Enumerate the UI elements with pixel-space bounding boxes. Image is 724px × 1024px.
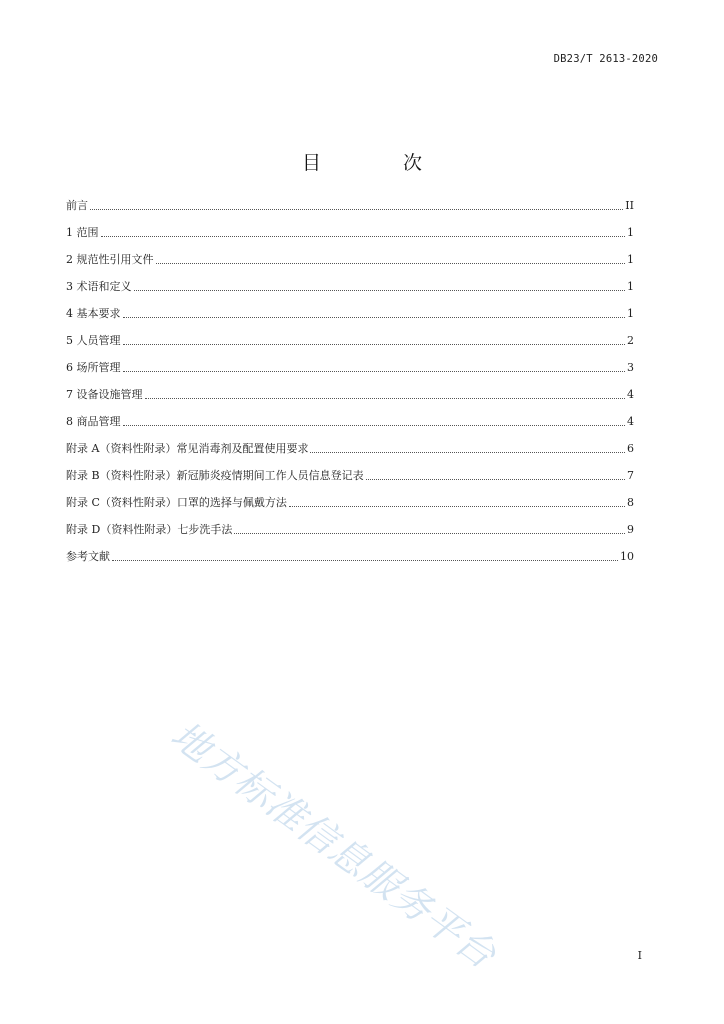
toc-dot-leader: [101, 236, 626, 237]
toc-title: 目 次: [301, 152, 461, 174]
toc-entry-goods-management[interactable]: [66, 402, 634, 429]
toc-dot-leader: [112, 560, 618, 561]
toc-entry-label: 8 商品管理: [66, 415, 121, 428]
toc-entry-page: 1: [627, 253, 634, 266]
toc-entry-page: 2: [627, 334, 634, 347]
toc-entry-label: 4 基本要求: [66, 307, 121, 320]
toc-dot-leader: [123, 425, 626, 426]
toc-entry-scope[interactable]: [66, 213, 634, 240]
toc-entry-label: 附录 B（资料性附录）新冠肺炎疫情期间工作人员信息登记表: [66, 469, 364, 482]
toc-list: [66, 186, 634, 564]
toc-entry-label: 附录 A（资料性附录）常见消毒剂及配置使用要求: [66, 442, 309, 455]
toc-entry-label: 2 规范性引用文件: [66, 253, 154, 266]
toc-entry-page: 10: [620, 550, 634, 563]
toc-entry-label: 前言: [66, 199, 88, 212]
toc-entry-label: 3 术语和定义: [66, 280, 132, 293]
toc-dot-leader: [289, 506, 625, 507]
toc-entry-basic-requirements[interactable]: [66, 294, 634, 321]
toc-dot-leader: [123, 317, 626, 318]
toc-entry-page: 1: [627, 307, 634, 320]
toc-entry-page: 3: [627, 361, 634, 374]
toc-entry-normative-references[interactable]: [66, 240, 634, 267]
toc-entry-appendix-c[interactable]: [66, 483, 634, 510]
toc-dot-leader: [234, 533, 625, 534]
toc-entry-bibliography[interactable]: [66, 537, 634, 564]
toc-entry-label: 7 设备设施管理: [66, 388, 143, 401]
toc-entry-page: 4: [627, 415, 634, 428]
toc-entry-foreword[interactable]: [66, 186, 634, 213]
toc-dot-leader: [366, 479, 625, 480]
toc-entry-label: 附录 D（资料性附录）七步洗手法: [66, 523, 233, 536]
toc-entry-label: 6 场所管理: [66, 361, 121, 374]
toc-entry-page: 9: [627, 523, 634, 536]
toc-entry-appendix-a[interactable]: [66, 429, 634, 456]
toc-entry-personnel-management[interactable]: [66, 321, 634, 348]
toc-entry-page: 1: [627, 280, 634, 293]
toc-entry-appendix-d[interactable]: [66, 510, 634, 537]
toc-dot-leader: [310, 452, 625, 453]
toc-dot-leader: [123, 344, 626, 345]
toc-entry-label: 参考文献: [66, 550, 110, 563]
toc-entry-terms-definitions[interactable]: [66, 267, 634, 294]
toc-entry-label: 1 范围: [66, 226, 99, 239]
toc-entry-premises-management[interactable]: [66, 348, 634, 375]
toc-entry-page: 8: [627, 496, 634, 509]
toc-dot-leader: [123, 371, 626, 372]
toc-entry-equipment-management[interactable]: [66, 375, 634, 402]
document-code-header: DB23/T 2613-2020: [553, 53, 658, 65]
toc-entry-label: 5 人员管理: [66, 334, 121, 347]
toc-dot-leader: [145, 398, 626, 399]
toc-entry-page: 6: [627, 442, 634, 455]
page-number: I: [637, 949, 642, 962]
watermark-text: 地方标准信息服务平台: [163, 712, 505, 978]
toc-entry-page: 4: [627, 388, 634, 401]
toc-dot-leader: [156, 263, 626, 264]
toc-entry-label: 附录 C（资料性附录）口罩的选择与佩戴方法: [66, 496, 287, 509]
toc-dot-leader: [134, 290, 626, 291]
toc-dot-leader: [90, 209, 623, 210]
toc-entry-page: 1: [627, 226, 634, 239]
toc-entry-page: 7: [627, 469, 634, 482]
toc-entry-appendix-b[interactable]: [66, 456, 634, 483]
toc-entry-page: II: [625, 199, 634, 212]
